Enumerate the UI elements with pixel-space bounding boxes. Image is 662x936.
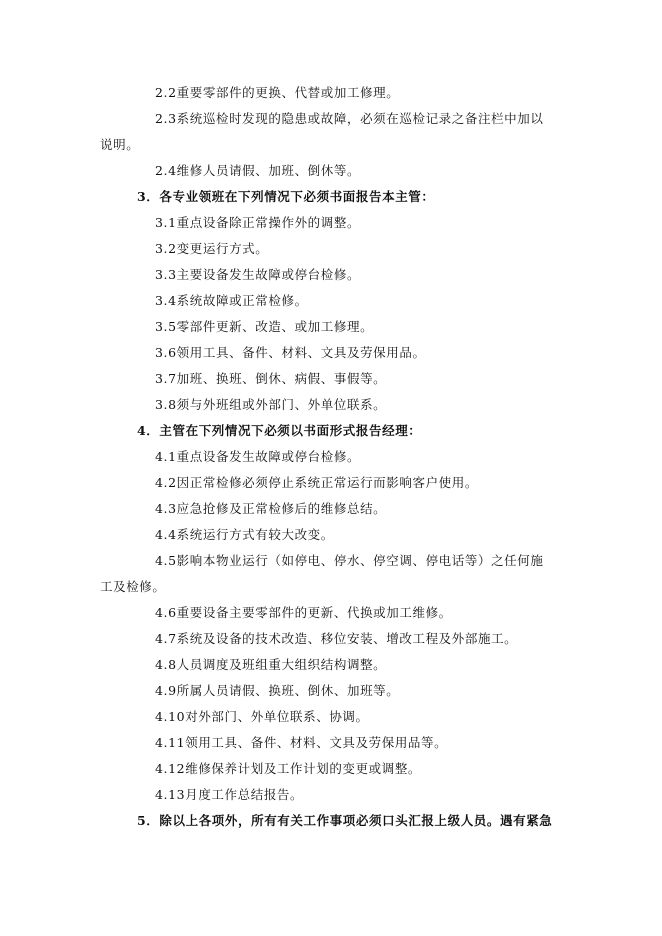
item-4-12: 4.12维修保养计划及工作计划的变更或调整。 — [155, 761, 422, 776]
item-3-1: 3.1重点设备除正常操作外的调整。 — [155, 215, 361, 230]
item-4-11: 4.11领用工具、备件、材料、文具及劳保用品等。 — [155, 735, 448, 750]
item-4-13: 4.13月度工作总结报告。 — [155, 787, 304, 802]
section-4-heading: 4．主管在下列情况下必须以书面形式报告经理： — [137, 423, 422, 438]
item-3-3: 3.3主要设备发生故障或停台检修。 — [155, 267, 361, 282]
item-4-3: 4.3应急抢修及正常检修后的维修总结。 — [155, 501, 387, 516]
item-3-5: 3.5零部件更新、改造、或加工修理。 — [155, 319, 374, 334]
item-3-6: 3.6领用工具、备件、材料、文具及劳保用品。 — [155, 345, 426, 360]
item-3-2: 3.2变更运行方式。 — [155, 241, 269, 256]
item-4-6: 4.6重要设备主要零部件的更新、代换或加工维修。 — [155, 605, 452, 620]
item-3-8: 3.8须与外班组或外部门、外单位联系。 — [155, 397, 387, 412]
item-2-4: 2.4维修人员请假、加班、倒休等。 — [155, 163, 361, 178]
item-4-1: 4.1重点设备发生故障或停台检修。 — [155, 449, 361, 464]
section-3-heading: 3．各专业领班在下列情况下必须书面报告本主管： — [137, 189, 435, 204]
item-2-2: 2.2重要零部件的更换、代替或加工修理。 — [155, 85, 400, 100]
item-4-10: 4.10对外部门、外单位联系、协调。 — [155, 709, 369, 724]
item-3-4: 3.4系统故障或正常检修。 — [155, 293, 308, 308]
item-3-7: 3.7加班、换班、倒休、病假、事假等。 — [155, 371, 387, 386]
item-4-5-continued: 工及检修。 — [100, 579, 166, 594]
item-4-2: 4.2因正常检修必须停止系统正常运行而影响客户使用。 — [155, 475, 478, 490]
item-2-3-continued: 说明。 — [100, 137, 140, 152]
item-4-8: 4.8人员调度及班组重大组织结构调整。 — [155, 657, 387, 672]
section-5-paragraph: 5．除以上各项外，所有有关工作事项必须口头汇报上级人员。遇有紧急 — [137, 813, 553, 828]
item-2-3: 2.3系统巡检时发现的隐患或故障，必须在巡检记录之备注栏中加以 — [155, 111, 544, 126]
item-4-7: 4.7系统及设备的技术改造、移位安装、增改工程及外部施工。 — [155, 631, 518, 646]
item-4-4: 4.4系统运行方式有较大改变。 — [155, 527, 334, 542]
item-4-5: 4.5影响本物业运行（如停电、停水、停空调、停电话等）之任何施 — [155, 553, 544, 568]
item-4-9: 4.9所属人员请假、换班、倒休、加班等。 — [155, 683, 400, 698]
